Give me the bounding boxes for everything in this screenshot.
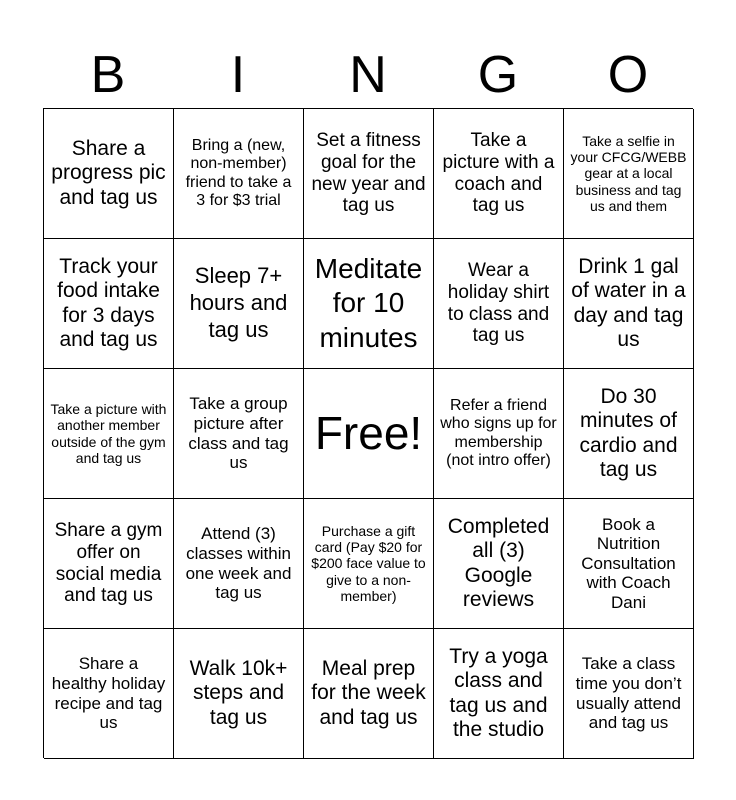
- bingo-cell[interactable]: [44, 369, 174, 499]
- bingo-cell[interactable]: [564, 239, 694, 369]
- bingo-cell[interactable]: [434, 239, 564, 369]
- cell-text: Share a gym offer on social media and tag us: [54, 519, 163, 607]
- bingo-cell[interactable]: [174, 109, 304, 239]
- cell-text: Take a selfie in your CFCG/WEBB gear at a local business and tag us and them: [570, 133, 687, 214]
- cell-text: Meal prep for the week and tag us: [311, 657, 426, 729]
- cell-text: Book a Nutrition Consultation with Coach Dani: [581, 514, 676, 612]
- header-letter-o: O: [607, 46, 649, 104]
- cell-text: Drink 1 gal of water in a day and tag us: [571, 255, 686, 351]
- bingo-cell[interactable]: [174, 369, 304, 499]
- bingo-free-cell[interactable]: [304, 369, 434, 499]
- bingo-cell[interactable]: [304, 499, 434, 629]
- bingo-cell[interactable]: [434, 499, 564, 629]
- cell-text: Refer a friend who signs up for membership (not intro offer): [440, 396, 557, 469]
- bingo-cell[interactable]: [304, 239, 434, 369]
- cell-text: Walk 10k+ steps and tag us: [189, 657, 288, 729]
- bingo-cell[interactable]: [564, 629, 694, 759]
- cell-text: Attend (3) classes within one week and tag us: [185, 524, 292, 603]
- bingo-cell[interactable]: [174, 629, 304, 759]
- cell-text: Share a progress pic and tag us: [51, 137, 166, 209]
- bingo-cell[interactable]: [564, 369, 694, 499]
- bingo-cell[interactable]: [44, 499, 174, 629]
- bingo-cell[interactable]: [564, 109, 694, 239]
- cell-text: Sleep 7+ hours and tag us: [189, 263, 288, 342]
- cell-text: Bring a (new, non-member) friend to take a 3 for $3 trial: [185, 136, 292, 209]
- bingo-header: [43, 44, 693, 106]
- header-letter-g: G: [477, 46, 519, 104]
- cell-text: Purchase a gift card (Pay $20 for $200 face value to give to a non-member): [311, 523, 426, 604]
- bingo-cell[interactable]: [304, 109, 434, 239]
- bingo-card: [43, 108, 693, 758]
- header-letter-n: N: [349, 46, 387, 104]
- bingo-cell[interactable]: [434, 369, 564, 499]
- cell-text: Do 30 minutes of cardio and tag us: [579, 385, 678, 481]
- bingo-cell[interactable]: [44, 109, 174, 239]
- cell-text: Track your food intake for 3 days and tag us: [57, 255, 160, 351]
- cell-text: Take a group picture after class and tag us: [188, 394, 289, 473]
- header-letter-i: I: [230, 46, 246, 104]
- bingo-cell[interactable]: [174, 499, 304, 629]
- bingo-cell[interactable]: [44, 629, 174, 759]
- bingo-cell[interactable]: [44, 239, 174, 369]
- cell-text: Set a fitness goal for the new year and tag us: [311, 129, 426, 217]
- cell-text: Take a picture with another member outside of the gym and tag us: [50, 401, 167, 466]
- bingo-cell[interactable]: [434, 109, 564, 239]
- bingo-cell[interactable]: [174, 239, 304, 369]
- cell-text: Take a picture with a coach and tag us: [442, 129, 555, 217]
- cell-text: Try a yoga class and tag us and the studio: [449, 645, 548, 741]
- cell-text: Wear a holiday shirt to class and tag us: [447, 259, 550, 347]
- cell-text: Completed all (3) Google reviews: [447, 515, 550, 611]
- bingo-cell[interactable]: [564, 499, 694, 629]
- bingo-cell[interactable]: [304, 629, 434, 759]
- cell-text: Meditate for 10 minutes: [314, 253, 423, 353]
- cell-text: Share a healthy holiday recipe and tag us: [51, 654, 166, 733]
- bingo-cell[interactable]: [434, 629, 564, 759]
- header-letter-b: B: [90, 46, 126, 104]
- free-space-text: Free!: [314, 407, 423, 460]
- cell-text: Take a class time you don’t usually attend and tag us: [575, 654, 682, 733]
